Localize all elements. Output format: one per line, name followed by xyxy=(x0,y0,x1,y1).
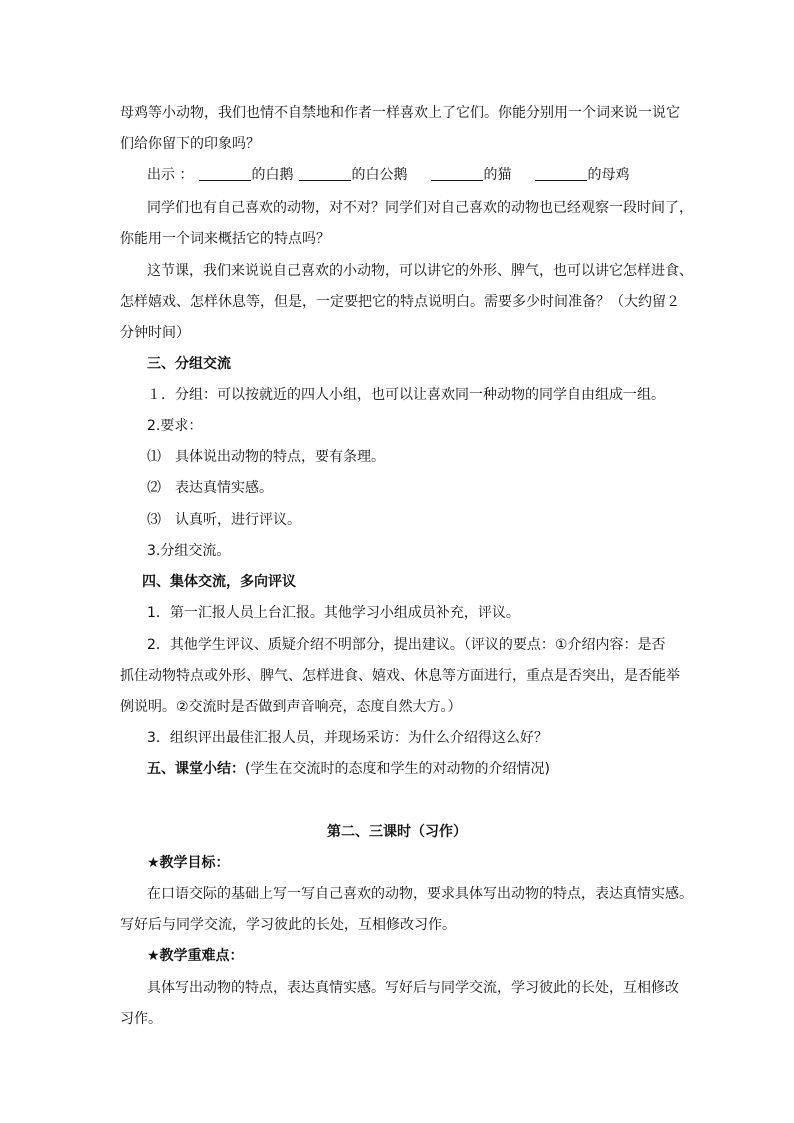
section-4-item-2-line-2: 抓住动物特点或外形、脾气、怎样进食、嬉戏、休息等方面进行，重点是否突出，是否能举 xyxy=(120,668,680,684)
section-5-heading: 五、课堂小结： xyxy=(147,761,245,777)
requirement-1-number: ⑴ xyxy=(147,449,161,465)
display-prefix: 出示 ： xyxy=(147,167,194,183)
section-4-item-2-line-3: 例说明。②交流时是否做到声音响亮，态度自然大方。） xyxy=(120,699,462,715)
section-5 xyxy=(147,759,550,779)
display-item-3: 的猫 xyxy=(483,167,512,183)
section-4-item-3: 3．组织评出最佳汇报人员，并现场采访：为什么介绍得这么好？ xyxy=(147,730,548,746)
display-item-4: 的母鸡 xyxy=(587,167,630,183)
requirement-3 xyxy=(147,510,301,530)
intro-line-2: 们给你留下的印象吗？ xyxy=(120,136,260,152)
section-3-item-2: 2.要求： xyxy=(147,418,203,434)
goal-line-2: 写好后与同学交流，学习彼此的长处，互相修改习作。 xyxy=(120,917,456,933)
lesson-2-3-title: 第二、三课时（习作） xyxy=(327,824,467,840)
display-item-2: 的白公鹅 xyxy=(351,167,408,183)
lesson-line-2: 怎样嬉戏、怎样休息等，但是，一定要把它的特点说明白。需要多少时间准备？（大约留２ xyxy=(120,294,680,310)
lesson-line-1: 这节课，我们来说说自己喜欢的小动物，可以讲它的外形、脾气，也可以讲它怎样进食、 xyxy=(147,263,693,279)
section-3-item-1: １．分组：可以按就近的四人小组，也可以让喜欢同一种动物的同学自由组成一组。 xyxy=(147,387,665,403)
goal-line-1: 在口语交际的基础上写一写自己喜欢的动物，要求具体写出动物的特点，表达真情实感。 xyxy=(147,886,693,902)
requirement-2-number: ⑵ xyxy=(147,480,161,496)
display-item-1: 的白鹅 xyxy=(251,167,294,183)
requirement-1-text: 具体说出动物的特点，要有条理。 xyxy=(175,449,385,465)
section-3-heading: 三、分组交流 xyxy=(147,356,231,372)
key-points-line-1: 具体写出动物的特点，表达真情实感。写好后与同学交流，学习彼此的长处，互相修改 xyxy=(147,980,679,996)
requirement-1 xyxy=(147,447,385,467)
students-line-2: 你能用一个词来概括它的特点吗？ xyxy=(120,231,330,247)
section-5-text: (学生在交流时的态度和学生的对动物的介绍情况) xyxy=(245,761,550,777)
key-points-line-2: 习作。 xyxy=(120,1011,162,1027)
blank-2 xyxy=(299,166,351,181)
section-4-item-1: 1．第一汇报人员上台汇报。其他学习小组成员补充，评议。 xyxy=(147,605,520,621)
section-4-heading: 四、集体交流，多向评议 xyxy=(142,574,296,590)
requirement-3-text: 认真听，进行评议。 xyxy=(175,512,301,528)
blank-1 xyxy=(199,166,251,181)
section-3-item-3: 3.分组交流。 xyxy=(147,543,231,559)
blank-3 xyxy=(431,166,483,181)
intro-line-1: 母鸡等小动物，我们也情不自禁地和作者一样喜欢上了它们。你能分别用一个词来说一说它 xyxy=(120,105,680,121)
requirement-2 xyxy=(147,478,273,498)
blank-4 xyxy=(535,166,587,181)
lesson-line-3: 分钟时间） xyxy=(120,325,190,341)
students-line-1: 同学们也有自己喜欢的动物，对不对？同学们对自己喜欢的动物也已经观察一段时间了， xyxy=(147,200,693,216)
requirement-3-number: ⑶ xyxy=(147,512,161,528)
display-line xyxy=(147,165,629,185)
key-points-heading: ★教学重难点： xyxy=(147,948,244,964)
requirement-2-text: 表达真情实感。 xyxy=(175,480,273,496)
section-4-item-2-line-1: 2．其他学生评议、质疑介绍不明部分，提出建议。（评议的要点：①介绍内容：是否 xyxy=(147,637,666,653)
goal-heading: ★教学目标： xyxy=(147,855,230,871)
